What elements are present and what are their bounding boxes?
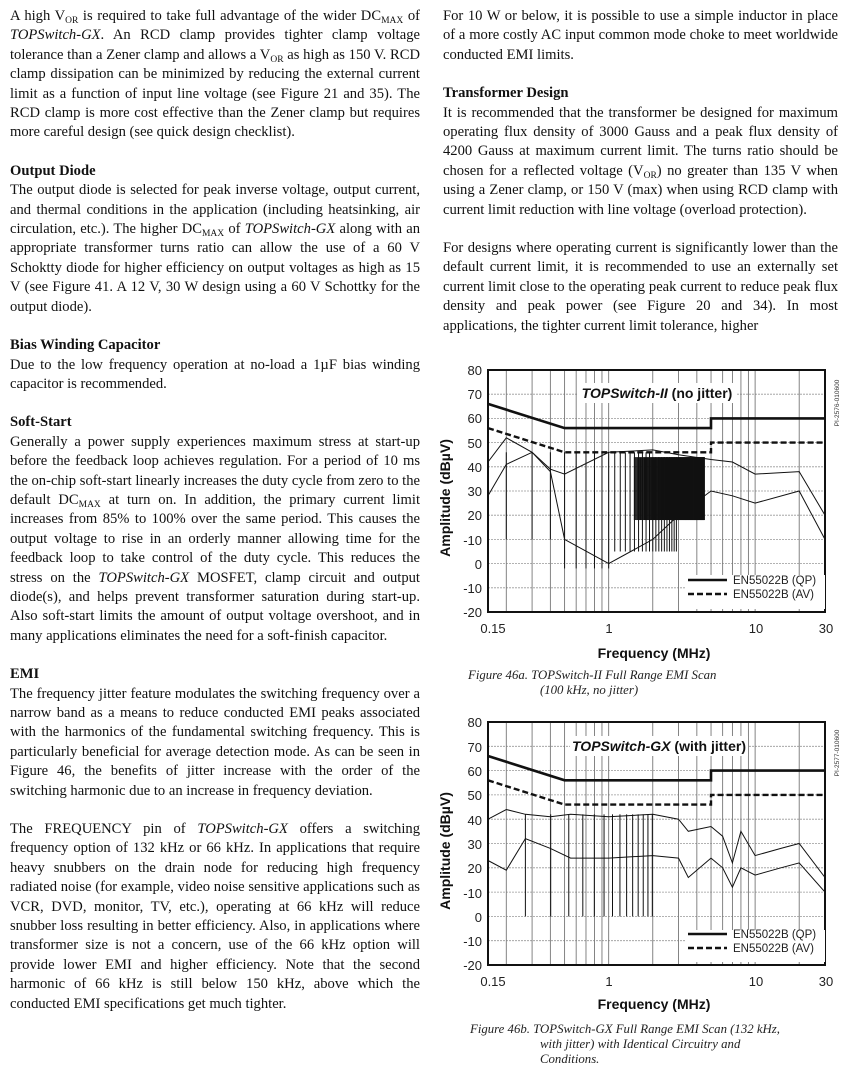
emi-chart-46a	[430, 355, 850, 700]
legend-qp-label: EN55022B (QP)	[733, 575, 817, 587]
svg-text:0.15: 0.15	[480, 621, 506, 636]
svg-text:60: 60	[467, 764, 482, 779]
svg-text:-10: -10	[463, 581, 482, 596]
y-axis-labels	[463, 715, 482, 973]
svg-text:10: 10	[748, 974, 764, 989]
svg-text:80: 80	[467, 363, 482, 378]
emi-heading: EMI	[10, 666, 40, 683]
legend-qp-label: EN55022B (QP)	[733, 929, 817, 941]
svg-text:-20: -20	[463, 605, 482, 620]
svg-text:30: 30	[467, 837, 482, 852]
transformer-design-paragraph: It is recommended that the transformer be designed for maximum operating flux density of 3000 Gauss and a peak flux density of 4200 Gauss at maximum current limit. The turns ratio should be chosen for a reflected voltage $(V_{OR})$ no greater than 135 V when using a Zener clamp, or 150 V (max) when using RCD clamp with current limit reduction with line voltage (overload protection).	[443, 104, 838, 218]
svg-text:20: 20	[467, 861, 482, 876]
y-axis-title: Amplitude (dBµV)	[437, 439, 453, 557]
svg-text:60: 60	[467, 411, 482, 426]
transformer-design-heading: Transformer Design	[443, 85, 569, 102]
svg-text:40: 40	[467, 813, 482, 828]
legend-av-label: EN55022B (AV)	[733, 943, 814, 955]
svg-text:0: 0	[474, 557, 482, 572]
bias-winding-heading: Bias Winding Capacitor	[10, 337, 161, 354]
chart-title: TOPSwitch-GX (with jitter)	[572, 738, 746, 754]
svg-text:-10: -10	[463, 886, 482, 901]
svg-text:50: 50	[467, 788, 482, 803]
y-axis-labels	[463, 363, 482, 620]
svg-text:-10: -10	[463, 533, 482, 548]
x-axis-title: Frequency (MHz)	[597, 996, 711, 1012]
designs-paragraph: For designs where operating current is significantly lower than the default current limit, it is recommended to use an externally set current limit close to the operating peak current to reduce peak flux density and peak power (see Figure 20 and 34). In most applications, the tighter current limit tolerance, higher	[443, 240, 838, 334]
svg-text:-10: -10	[463, 934, 482, 949]
svg-text:40: 40	[467, 460, 482, 475]
svg-text:30: 30	[818, 621, 834, 636]
svg-text:-20: -20	[463, 958, 482, 973]
svg-text:0.15: 0.15	[480, 974, 506, 989]
svg-text:1: 1	[605, 974, 613, 989]
chart-legend	[685, 929, 825, 962]
svg-text:80: 80	[467, 715, 482, 730]
x-axis-labels	[480, 621, 833, 636]
legend-av-label: EN55022B (AV)	[733, 589, 814, 601]
chart-legend	[685, 575, 825, 609]
bias-winding-paragraph: Due to the low frequency operation at no-load a 1µF bias winding capacitor is recommended.	[10, 356, 420, 392]
svg-text:30: 30	[467, 484, 482, 499]
inductor-paragraph: For 10 W or below, it is possible to use a simple inductor in place of a more costly AC input common mode choke to meet worldwide conducted EMI limits.	[443, 8, 838, 63]
figure-46b	[430, 705, 850, 1080]
svg-text:50: 50	[467, 436, 482, 451]
svg-text:70: 70	[467, 740, 482, 755]
figure-46a-caption: Figure 46a. TOPSwitch-II Full Range EMI Scan (100 kHz, no jitter)	[468, 668, 717, 697]
svg-text:20: 20	[467, 508, 482, 523]
svg-text:1: 1	[605, 621, 613, 636]
output-diode-heading: Output Diode	[10, 162, 96, 179]
svg-text:30: 30	[818, 974, 834, 989]
figure-46a	[430, 355, 850, 700]
soft-start-paragraph: Generally a power supply experiences maximum stress at start-up before the feedback loop achieves regulation. For a period of 10 ms the on-chip soft-start linearly increases the duty cycle from zero to the default $DC_{MAX}$ at turn on. In addition, the primary current limit increases from 85% to 100% over the same period. This causes the output voltage to rise in an orderly manner allowing time for the feedback loop to take control of the duty cycle. This reduces the stress on the TOPSwitch-GX MOSFET, clamp circuit and output diode(s), and helps prevent transformer saturation during start-up. Also soft-start limits the amount of output voltage overshoot, and in many applications eliminates the need for a soft-finish capacitor.	[10, 433, 421, 644]
intro-paragraph: A high $V_{OR}$ is required to take full advantage of the wider $DC_{MAX}$ of TOPSwitch-GX. An RCD clamp provides tighter clamp voltage tolerance than a Zener clamp and allows a $V_{OR}$ as high as 150 V. RCD clamp dissipation can be minimized by reducing the external current limit as a function of input line voltage (see Figure 21 and 35). The RCD clamp is more cost effective than the Zener clamp but requires more careful design (see quick design checklist).	[10, 8, 421, 141]
output-diode-paragraph: The output diode is selected for peak inverse voltage, output current, and thermal conditions in the application (including heatsinking, air circulation, etc.). The higher $DC_{MAX}$ of TOPSwitch-GX along with an appropriate transformer turns ratio can allow the use of a 60 V Schoktty diode for higher efficiency on output voltages as high as 15 V (see Figure 41. A 12 V, 30 W design using a 60 V Schottky for the output diode).	[10, 182, 420, 315]
chart-traces	[488, 404, 825, 569]
emi-chart-46b	[430, 705, 850, 1050]
svg-text:70: 70	[467, 387, 482, 402]
right-column	[443, 7, 838, 336]
emi-paragraph-1: The frequency jitter feature modulates the switching frequency over a narrow band as a means to reduce conducted EMI peaks associated with the harmonics of the fundamental switching frequency. This is particularly beneficial for average detection mode. As can be seen in Figure 46, the benefits of jitter increase with the order of the switching harmonic due to an increase in frequency deviation.	[10, 685, 420, 799]
left-column	[10, 7, 420, 1014]
x-axis-labels	[480, 974, 833, 989]
x-axis-title: Frequency (MHz)	[597, 645, 711, 661]
svg-text:10: 10	[748, 621, 764, 636]
figure-46b-caption: Figure 46b. TOPSwitch-GX Full Range EMI Scan (132 kHz, with jitter) with Identical Circuitry and Conditions.	[470, 1022, 780, 1066]
emi-paragraph-2: The FREQUENCY pin of TOPSwitch-GX offers a switching frequency option of 132 kHz or 66 kHz. In applications that require heavy snubbers on the drain node for reducing high frequency radiated noise (for example, video noise sensitive applications such as VCR, DVD, monitor, TV, etc.), operating at 66 kHz will reduce snubber loss resulting in better efficiency. Also, in applications where transformer size is not a concern, use of the 66 kHz option will provide lower EMI and higher efficiency. Note that the second harmonic of 66 kHz is still below 150 kHz, above which the conducted EMI specifications get much tighter.	[10, 821, 420, 1012]
chart-title: TOPSwitch-II (no jitter)	[581, 385, 733, 401]
figure-id: PI-2576-010600	[834, 379, 841, 427]
figure-id: PI-2577-010600	[834, 729, 841, 777]
svg-text:0: 0	[474, 910, 482, 925]
y-axis-title: Amplitude (dBµV)	[437, 792, 453, 910]
soft-start-heading: Soft-Start	[10, 414, 72, 431]
